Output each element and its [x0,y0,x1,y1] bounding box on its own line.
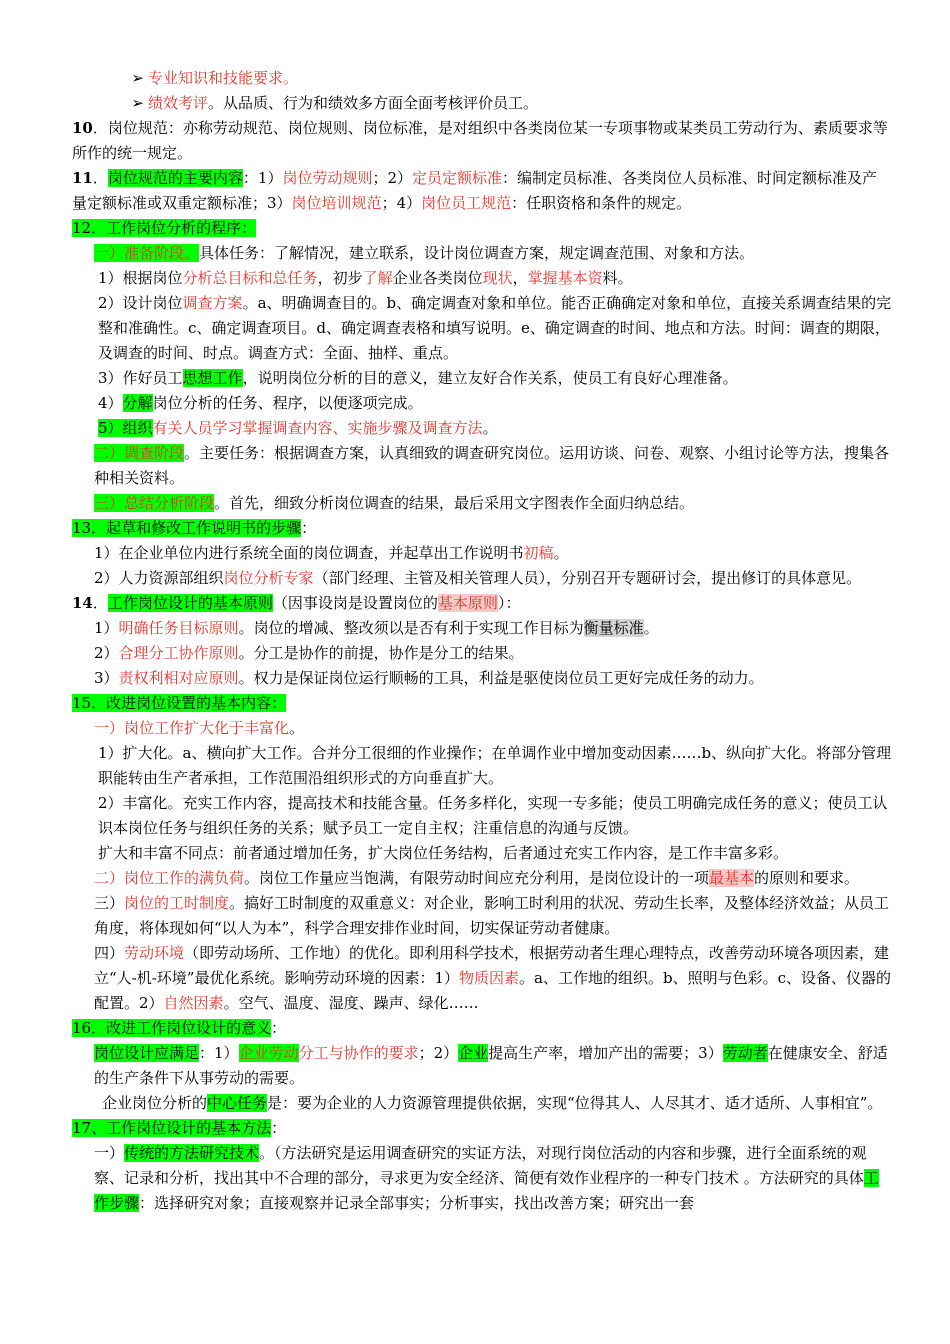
paragraph-l5 [72,216,892,241]
text-span: 料。 [602,269,633,287]
paragraph-l8 [72,291,892,366]
text-span: 调查方案 [182,294,243,312]
text-span: （即劳动场所、工作地）的优化。即利用科学技术，根据劳动者生理心理特点，改善劳动环境各项因素，建立“人-机-环境”最优化系统。影响劳动环境的因素：1） [94,944,890,987]
paragraph-l32 [72,1116,892,1141]
text-span: 二）调查阶段 [94,444,185,462]
text-span: 1） [94,619,119,637]
text-span: 企业劳动 [238,1044,299,1062]
bullet-arrow-icon: ➢ [131,94,144,112]
paragraph-l20 [72,666,892,691]
text-span: 二）岗位工作的满负荷 [94,869,245,887]
text-span: 1）根据岗位 [98,269,183,287]
paragraph-l13 [72,491,892,516]
text-span: 岗位劳动规则 [282,169,373,187]
text-span: 在健康安全、舒适的生产条件下从事劳动的需要。 [94,1044,888,1087]
text-span: 传统的方法研究技术 [124,1144,260,1162]
bullet-arrow-icon: ➢ [131,69,144,87]
text-span: 。 [482,419,498,437]
text-span: ， [512,269,528,287]
paragraph-l30 [72,1041,892,1091]
paragraph-l1 [72,66,892,91]
text-span: 。主要任务：根据调查方案，认真细致的调查研究岗位。运用访谈、问卷、观察、小组讨论等方法，搜集各种相关资料。 [94,444,890,487]
text-span: 岗位分析专家 [223,569,314,587]
text-span: 企业岗位分析的 [102,1094,208,1112]
text-span: 分析总目标和总任务 [182,269,318,287]
paragraph-l22 [72,716,892,741]
text-span: ： [271,1019,287,1037]
text-span: 1）扩大化。a、横向扩大工作。合并分工很细的作业操作；在单调作业中增加变动因素……b、纵向扩大化。将部分管理职能转由生产者承担，工作范围沿组织形式的方向垂直扩大。 [98,744,892,787]
paragraph-l21 [72,691,892,716]
text-span: 现状 [482,269,513,287]
text-span: 具体任务：了解情况，建立联系，设计岗位调查方案，规定调查范围、对象和方法。 [199,244,755,262]
text-span: 一） [94,1144,125,1162]
paragraph-l11 [72,416,892,441]
text-span: 。a、明确调查目的。b、确定调查对象和单位。能否正确确定对象和单位，直接关系调查结果的完整和准确性。c、确定调查项目。d、确定调查表格和填写说明。e、确定调查的时间、地点和方法。时间：调查的期限，及调查的时间、时点。调查方式：全面、抽样、重点。 [98,294,892,362]
text-span: 。分工是协作的前提，协作是分工的结果。 [238,644,524,662]
text-span: ；4） [381,194,422,212]
text-span: 中心任务 [207,1094,268,1112]
text-span: ： [271,1119,287,1137]
text-span: ；2） [372,169,413,187]
text-span: 4） [98,394,123,412]
text-span: 四） [94,944,125,962]
text-span: 专业知识和技能要求。 [148,69,299,87]
paragraph-l9 [72,366,892,391]
text-span: ；2） [418,1044,459,1062]
text-span: 自然因素 [163,994,224,1012]
text-span: 岗位的工时制度 [124,894,230,912]
text-span: 3）作好员工 [98,369,183,387]
paragraph-l14 [72,516,892,541]
text-span: 工作岗位设计的基本原则 [107,594,273,612]
text-span: ，说明岗位分析的目的意义，建立友好合作关系，使员工有良好心理准备。 [242,369,738,387]
text-span: 岗位规范的主要内容 [107,169,243,187]
text-span: 最基本 [709,869,755,887]
text-span: 的原则和要求。 [754,869,860,887]
paragraph-l31 [72,1091,892,1116]
text-span: 责权利相对应原则 [118,669,239,687]
text-span: 11 [72,169,93,187]
text-span: ）： [497,594,521,612]
text-span: 2） [94,644,119,662]
text-span: ．岗位规范：亦称劳动规范、岗位规则、岗位标准，是对组织中各类岗位某一专项事物或某类员工劳动行为、素质要求等所作的统一规定。 [72,119,888,162]
text-span: 劳动者 [722,1044,768,1062]
paragraph-l19 [72,641,892,666]
text-span: 2）丰富化。充实工作内容，提高技术和技能含量。任务多样化，实现一专多能；使员工明确完成任务的意义；使员工认识本岗位任务与组织任务的关系；赋予员工一定自主权；注重信息的沟通与反馈。 [98,794,888,837]
paragraph-l17 [72,591,892,616]
text-span: 13．起草和修改工作说明书的步骤 [72,519,302,537]
paragraph-l26 [72,866,892,891]
text-span: 。搞好工时制度的双重意义：对企业，影响工时利用的状况、劳动生长率，及整体经济效益；从员工角度，将体现如何“以人为本”，科学合理安排作业时间，切实保证劳动者健康。 [94,894,890,937]
paragraph-l3 [72,116,892,166]
text-span: 16．改进工作岗位设计的意义 [72,1019,272,1037]
text-span: 定员定额标准 [412,169,503,187]
text-span: ：1） [242,169,283,187]
text-span: 。 [643,619,659,637]
text-span: 岗位设计应满足 [94,1044,200,1062]
text-span: 15．改进岗位设置的基本内容： [72,694,287,712]
text-span: 12．工作岗位分析的程序： [72,219,257,237]
paragraph-l25 [72,841,892,866]
text-span: 。（方法研究是运用调查研究的实证方法，对现行岗位活动的内容和步骤，进行全面系统的观察、记录和分析，找出其中不合理的部分，寻求更为安全经济、简便有效作业程序的一种专门技术 。方法研究的具体 [94,1144,867,1187]
paragraph-l4 [72,166,892,216]
text-span: 。岗位的增减、整改须以是否有利于实现工作目标为 [238,619,584,637]
text-span: 。从品质、行为和绩效多方面全面考核评价员工。 [208,94,539,112]
paragraph-l33 [72,1141,892,1216]
text-span: 。首先，细致分析岗位调查的结果，最后采用文字图表作全面归纳总结。 [214,494,695,512]
paragraph-l24 [72,791,892,841]
text-span: 工作步骤 [94,1169,879,1212]
paragraph-l18 [72,616,892,641]
paragraph-l6 [72,241,892,266]
text-span: ：选择研究对象；直接观察并记录全部事实；分析事实，找出改善方案；研究出一套 [139,1194,695,1212]
text-span: ． [92,169,108,187]
text-span: 企业各类岗位 [392,269,483,287]
text-span: 明确任务目标原则 [118,619,239,637]
text-span: 物质因素 [459,969,520,987]
text-span: 2）人力资源部组织 [94,569,224,587]
text-span: 1）在企业单位内进行系统全面的岗位调查，并起草出工作说明书 [94,544,524,562]
text-span: 岗位培训规范 [291,194,382,212]
paragraph-l29 [72,1016,892,1041]
paragraph-l12 [72,441,892,491]
text-span: ，初步 [317,269,363,287]
text-span: 分解 [122,394,153,412]
text-span: （因事设岗是设置岗位的 [272,594,438,612]
text-span: 思想工作 [182,369,243,387]
text-span: 一）岗位工作扩大化于丰富化 [94,719,290,737]
text-span: 绩效考评 [148,94,209,112]
text-span: 提高生产率，增加产出的需要；3） [488,1044,723,1062]
text-span: 劳动环境 [124,944,185,962]
text-span: 基本原则 [437,594,498,612]
paragraph-l23 [72,741,892,791]
text-span: 17、工作岗位设计的基本方法 [72,1119,272,1137]
paragraph-l15 [72,541,892,566]
text-span: 。 [553,544,569,562]
text-span: 。a、工作地的组织。b、照明与色彩。c、设备、仪器的配置。2） [94,969,891,1012]
text-span: 5）组织 [98,419,153,437]
text-span: 一）准备阶段。 [94,244,200,262]
text-span: 掌握基本资 [527,269,603,287]
text-span: 。岗位工作量应当饱满，有限劳动时间应充分利用，是岗位设计的一项 [244,869,710,887]
text-span: 岗位分析的任务、程序，以便逐项完成。 [152,394,423,412]
paragraph-l27 [72,891,892,941]
text-span: 初稿 [523,544,554,562]
text-span: 14 [72,594,93,612]
paragraph-l10 [72,391,892,416]
text-span: 分工与协作的要求 [298,1044,419,1062]
text-span: ： [301,519,317,537]
paragraph-l2 [72,91,892,116]
text-span: ：任职资格和条件的规定。 [511,194,692,212]
text-span: 10 [72,119,93,137]
text-span: 是：要为企业的人力资源管理提供依据，实现“位得其人、人尽其才、适才适所、人事相宜”。 [267,1094,883,1112]
text-span: 。权力是保证岗位运行顺畅的工具，利益是驱使岗位员工更好完成任务的动力。 [238,669,764,687]
text-span: 企业 [458,1044,489,1062]
text-span: ：1） [199,1044,239,1062]
text-span: 2）设计岗位 [98,294,183,312]
text-span: 岗位员工规范 [421,194,512,212]
paragraph-l7 [72,266,892,291]
text-span: 有关人员学习掌握调查内容、实施步骤及调查方法 [152,419,483,437]
text-span: ：编制定员标准、各类岗位人员标准、时间定额标准及产量定额标准或双重定额标准；3） [72,169,878,212]
paragraph-l16 [72,566,892,591]
text-span: （部门经理、主管及相关管理人员），分别召开专题研讨会，提出修订的具体意见。 [313,569,862,587]
paragraph-l28 [72,941,892,1016]
text-span: 衡量标准 [583,619,644,637]
text-span: 。空气、温度、湿度、躁声、绿化…… [223,994,479,1012]
text-span: 扩大和丰富不同点：前者通过增加任务，扩大岗位任务结构，后者通过充实工作内容，是工作丰富多彩。 [98,844,789,862]
text-span: 。 [289,719,305,737]
text-span: 3） [94,669,119,687]
text-span: 了解 [362,269,393,287]
text-span: 三）总结分析阶段 [94,494,215,512]
text-span: ． [92,594,108,612]
text-span: 合理分工协作原则 [118,644,239,662]
text-span: 三） [94,894,125,912]
